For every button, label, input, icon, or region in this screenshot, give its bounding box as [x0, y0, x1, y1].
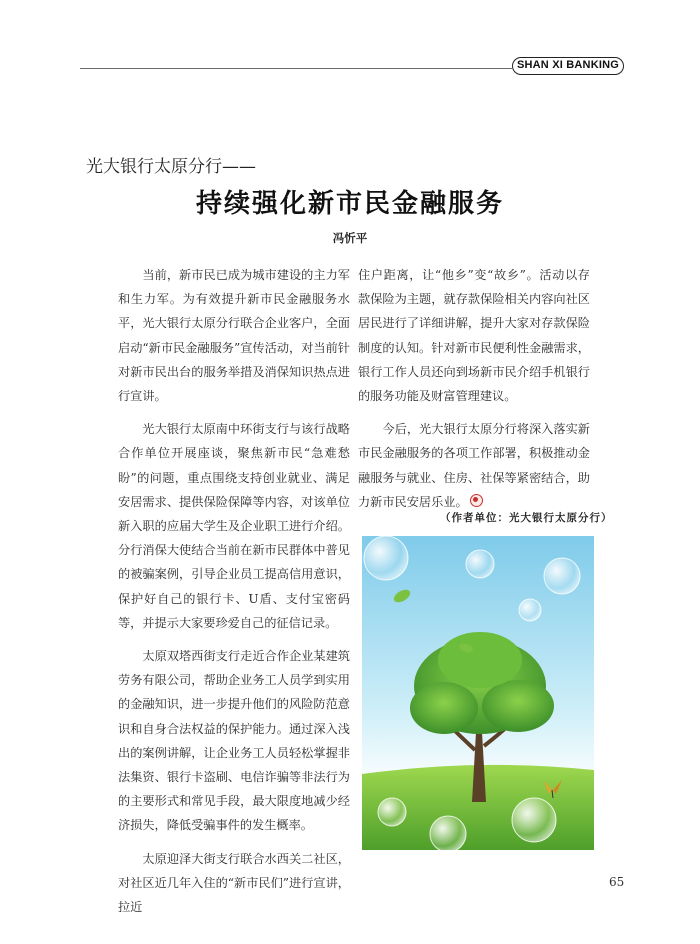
section-tag: SHAN XI BANKING [512, 57, 624, 75]
end-mark-icon [470, 494, 483, 507]
bubble-icon [544, 558, 580, 594]
article-title: 持续强化新市民金融服务 [195, 189, 504, 219]
paragraph-last [358, 417, 590, 514]
page-number: 65 [609, 875, 625, 889]
bubble-icon [512, 798, 556, 842]
paragraph-text: 今后，光大银行太原分行将深入落实新市民金融服务的各项工作部署，积极推动金融服务与就业、住房、社保等紧密结合，助力新市民安居乐业。 [358, 422, 590, 509]
bubble-icon [430, 816, 466, 850]
tree-illustration [362, 536, 594, 850]
paragraph: 当前，新市民已成为城市建设的主力军和生力军。为有效提升新市民金融服务水平，光大银行太原分行联合企业客户，全面启动“新市民金融服务”宣传活动，对当前针对新市民出台的服务举措及消保知识热点进行宣讲。 [118, 268, 350, 404]
author-affiliation: （作者单位：光大银行太原分行） [440, 512, 613, 524]
bubble-icon [466, 550, 494, 578]
right-column [358, 263, 590, 523]
header-rule [80, 68, 512, 69]
paragraph: 光大银行太原南中环街支行与该行战略合作单位开展座谈，聚焦新市民“急难愁盼”的问题，重点围绕支持创业就业、满足安居需求、提供保险保障等内容，对该单位新入职的应届大学生及企业职工进行介绍。分行消保大使结合当前在新市民群体中普见的被骗案例，引导企业员工提高信用意识，保护好自己的银行卡、U盾、支付宝密码等，并提示大家要珍爱自己的征信记录。 [118, 422, 350, 630]
paragraph: 太原双塔西街支行走近合作企业某建筑劳务有限公司，帮助企业务工人员学到实用的金融知识，进一步提升他们的风险防范意识和自身合法权益的保护能力。通过深入浅出的案例讲解，让企业务工人员轻松掌握非法集资、银行卡盗刷、电信诈骗等非法行为的主要形式和常见手段，最大限度地减少经济损失，降低受骗事件的发生概率。 [118, 649, 350, 833]
paragraph: 住户距离，让“他乡”变“故乡”。活动以存款保险为主题，就存款保险相关内容向社区居民进行了详细讲解，提升大家对存款保险制度的认知。针对新市民便利性金融需求，银行工作人员还向到场新市民介绍手机银行的服务功能及财富管理建议。 [358, 268, 590, 404]
bubble-icon [364, 536, 408, 580]
paragraph: 太原迎泽大街支行联合水西关二社区，对社区近几年入住的“新市民们”进行宣讲，拉近 [118, 851, 350, 915]
article-subtitle: 光大银行太原分行—— [86, 157, 256, 177]
left-column [118, 263, 350, 928]
bubble-icon [519, 599, 541, 621]
bubble-icon [378, 798, 406, 826]
article-author: 冯忻平 [332, 231, 368, 245]
